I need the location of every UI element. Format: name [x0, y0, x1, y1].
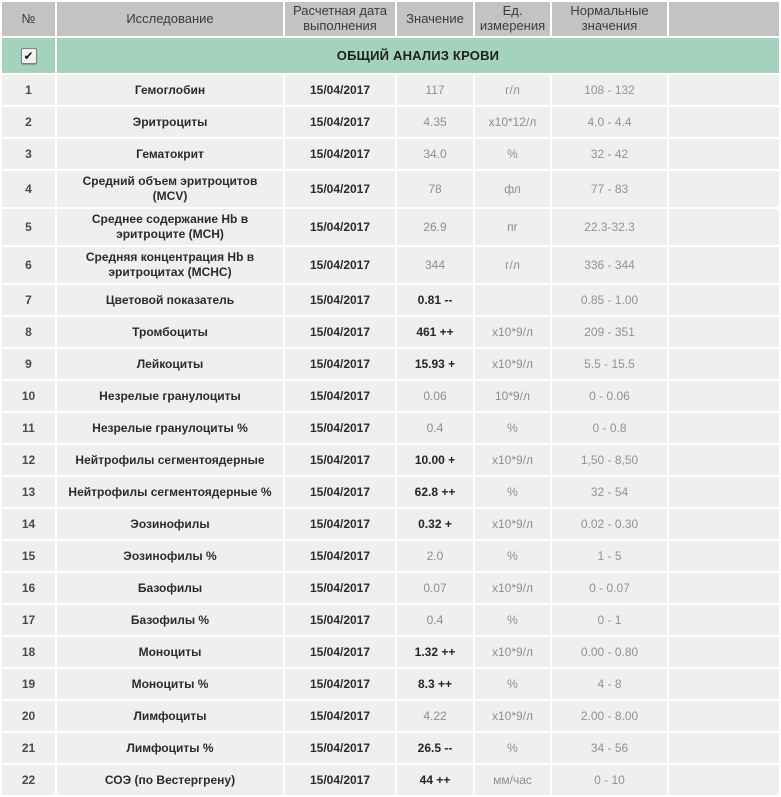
result-value: 10.00 +	[397, 445, 473, 475]
normal-range: 0.00 - 0.80	[552, 637, 667, 667]
checkmark-icon: ✔	[23, 48, 34, 63]
normal-range: 4 - 8	[552, 669, 667, 699]
row-number: 7	[2, 285, 55, 315]
table-row	[2, 285, 779, 315]
table-row	[2, 139, 779, 169]
row-number: 21	[2, 733, 55, 763]
normal-range: 0 - 0.07	[552, 573, 667, 603]
section-row-cbc	[2, 38, 779, 73]
overflow-cell	[669, 317, 779, 347]
normal-range: 5.5 - 15.5	[552, 349, 667, 379]
table-row	[2, 381, 779, 411]
row-number: 18	[2, 637, 55, 667]
result-unit: x10*12/л	[475, 107, 550, 137]
overflow-cell	[669, 139, 779, 169]
normal-range: 0 - 0.06	[552, 381, 667, 411]
test-name: Тромбоциты	[57, 317, 283, 347]
overflow-cell	[669, 733, 779, 763]
result-date: 15/04/2017	[285, 477, 395, 507]
normal-range: 34 - 56	[552, 733, 667, 763]
row-number: 12	[2, 445, 55, 475]
row-number: 20	[2, 701, 55, 731]
table-row	[2, 107, 779, 137]
row-number: 14	[2, 509, 55, 539]
row-number: 6	[2, 247, 55, 283]
header-range: Нормальные значения	[552, 2, 667, 36]
normal-range: 108 - 132	[552, 75, 667, 105]
row-number: 16	[2, 573, 55, 603]
result-unit: %	[475, 669, 550, 699]
test-name: Базофилы	[57, 573, 283, 603]
row-number: 9	[2, 349, 55, 379]
result-date: 15/04/2017	[285, 701, 395, 731]
test-name: Гемоглобин	[57, 75, 283, 105]
result-unit: пг	[475, 209, 550, 245]
row-number: 19	[2, 669, 55, 699]
test-name: Эритроциты	[57, 107, 283, 137]
table-row	[2, 209, 779, 245]
result-date: 15/04/2017	[285, 139, 395, 169]
result-date: 15/04/2017	[285, 75, 395, 105]
test-name: Гематокрит	[57, 139, 283, 169]
normal-range: 32 - 54	[552, 477, 667, 507]
result-date: 15/04/2017	[285, 107, 395, 137]
section-checkbox[interactable]	[21, 48, 37, 64]
overflow-cell	[669, 209, 779, 245]
result-value: 4.35	[397, 107, 473, 137]
result-unit: %	[475, 477, 550, 507]
result-value: 0.81 --	[397, 285, 473, 315]
test-name: Моноциты	[57, 637, 283, 667]
normal-range: 77 - 83	[552, 171, 667, 207]
table-row	[2, 701, 779, 731]
row-number: 10	[2, 381, 55, 411]
test-name: Лейкоциты	[57, 349, 283, 379]
result-date: 15/04/2017	[285, 445, 395, 475]
test-name: Цветовой показатель	[57, 285, 283, 315]
result-unit: x10*9/л	[475, 573, 550, 603]
result-unit: %	[475, 605, 550, 635]
overflow-cell	[669, 413, 779, 443]
result-unit: %	[475, 413, 550, 443]
result-value: 78	[397, 171, 473, 207]
normal-range: 1,50 - 8,50	[552, 445, 667, 475]
result-unit: г/л	[475, 247, 550, 283]
test-name: Незрелые гранулоциты	[57, 381, 283, 411]
table-row	[2, 75, 779, 105]
result-date: 15/04/2017	[285, 349, 395, 379]
table-row	[2, 765, 779, 795]
table-row	[2, 669, 779, 699]
row-number: 1	[2, 75, 55, 105]
overflow-cell	[669, 445, 779, 475]
result-unit: x10*9/л	[475, 637, 550, 667]
header-unit: Ед. измерения	[475, 2, 550, 36]
overflow-cell	[669, 107, 779, 137]
result-value: 62.8 ++	[397, 477, 473, 507]
result-value: 0.4	[397, 605, 473, 635]
test-name: Незрелые гранулоциты %	[57, 413, 283, 443]
result-value: 26.9	[397, 209, 473, 245]
result-unit: x10*9/л	[475, 701, 550, 731]
header-value: Значение	[397, 2, 473, 36]
result-unit: %	[475, 541, 550, 571]
table-header-row	[2, 2, 779, 36]
normal-range: 209 - 351	[552, 317, 667, 347]
overflow-cell	[669, 285, 779, 315]
result-unit: x10*9/л	[475, 445, 550, 475]
result-date: 15/04/2017	[285, 509, 395, 539]
table-row	[2, 637, 779, 667]
result-unit: мм/час	[475, 765, 550, 795]
result-unit: x10*9/л	[475, 317, 550, 347]
table-row	[2, 413, 779, 443]
result-value: 34.0	[397, 139, 473, 169]
result-unit	[475, 285, 550, 315]
test-name: Эозинофилы	[57, 509, 283, 539]
result-date: 15/04/2017	[285, 669, 395, 699]
overflow-cell	[669, 349, 779, 379]
table-row	[2, 445, 779, 475]
result-unit: x10*9/л	[475, 509, 550, 539]
result-date: 15/04/2017	[285, 381, 395, 411]
overflow-cell	[669, 541, 779, 571]
result-value: 0.4	[397, 413, 473, 443]
test-name: Нейтрофилы сегментоядерные %	[57, 477, 283, 507]
row-number: 2	[2, 107, 55, 137]
test-name: СОЭ (по Вестергрену)	[57, 765, 283, 795]
table-row	[2, 247, 779, 283]
test-name: Моноциты %	[57, 669, 283, 699]
row-number: 13	[2, 477, 55, 507]
result-date: 15/04/2017	[285, 605, 395, 635]
result-unit: 10*9/л	[475, 381, 550, 411]
table-row	[2, 349, 779, 379]
result-date: 15/04/2017	[285, 765, 395, 795]
result-date: 15/04/2017	[285, 317, 395, 347]
overflow-cell	[669, 605, 779, 635]
result-date: 15/04/2017	[285, 247, 395, 283]
test-name: Нейтрофилы сегментоядерные	[57, 445, 283, 475]
result-date: 15/04/2017	[285, 733, 395, 763]
result-value: 2.0	[397, 541, 473, 571]
table-row	[2, 317, 779, 347]
section-checkbox-cell	[2, 38, 55, 73]
table-row	[2, 605, 779, 635]
result-unit: %	[475, 733, 550, 763]
test-name: Базофилы %	[57, 605, 283, 635]
overflow-cell	[669, 381, 779, 411]
result-value: 344	[397, 247, 473, 283]
header-test: Исследование	[57, 2, 283, 36]
result-unit: г/л	[475, 75, 550, 105]
overflow-cell	[669, 477, 779, 507]
row-number: 3	[2, 139, 55, 169]
result-value: 15.93 +	[397, 349, 473, 379]
result-date: 15/04/2017	[285, 541, 395, 571]
overflow-cell	[669, 171, 779, 207]
test-name: Эозинофилы %	[57, 541, 283, 571]
normal-range: 0.85 - 1.00	[552, 285, 667, 315]
row-number: 5	[2, 209, 55, 245]
result-unit: x10*9/л	[475, 349, 550, 379]
table-row	[2, 477, 779, 507]
result-value: 0.06	[397, 381, 473, 411]
result-date: 15/04/2017	[285, 573, 395, 603]
normal-range: 0 - 1	[552, 605, 667, 635]
overflow-cell	[669, 765, 779, 795]
result-value: 26.5 --	[397, 733, 473, 763]
normal-range: 4.0 - 4.4	[552, 107, 667, 137]
result-unit: фл	[475, 171, 550, 207]
row-number: 4	[2, 171, 55, 207]
result-value: 461 ++	[397, 317, 473, 347]
result-unit: %	[475, 139, 550, 169]
normal-range: 336 - 344	[552, 247, 667, 283]
result-date: 15/04/2017	[285, 413, 395, 443]
overflow-cell	[669, 701, 779, 731]
test-name: Средняя концентрация Hb в эритроцитах (MCHC)	[57, 247, 283, 283]
header-overflow	[669, 2, 779, 36]
header-num: №	[2, 2, 55, 36]
table-row	[2, 171, 779, 207]
result-date: 15/04/2017	[285, 171, 395, 207]
test-name: Лимфоциты %	[57, 733, 283, 763]
row-number: 17	[2, 605, 55, 635]
overflow-cell	[669, 247, 779, 283]
header-date: Расчетная дата выполнения	[285, 2, 395, 36]
table-row	[2, 733, 779, 763]
overflow-cell	[669, 669, 779, 699]
test-name: Средний объем эритроцитов (MCV)	[57, 171, 283, 207]
result-value: 8.3 ++	[397, 669, 473, 699]
normal-range: 1 - 5	[552, 541, 667, 571]
result-value: 0.07	[397, 573, 473, 603]
result-value: 1.32 ++	[397, 637, 473, 667]
table-row	[2, 509, 779, 539]
table-row	[2, 541, 779, 571]
result-date: 15/04/2017	[285, 637, 395, 667]
result-value: 117	[397, 75, 473, 105]
normal-range: 0 - 10	[552, 765, 667, 795]
normal-range: 0.02 - 0.30	[552, 509, 667, 539]
row-number: 22	[2, 765, 55, 795]
normal-range: 32 - 42	[552, 139, 667, 169]
row-number: 8	[2, 317, 55, 347]
overflow-cell	[669, 573, 779, 603]
overflow-cell	[669, 637, 779, 667]
normal-range: 0 - 0.8	[552, 413, 667, 443]
row-number: 15	[2, 541, 55, 571]
result-value: 4.22	[397, 701, 473, 731]
overflow-cell	[669, 75, 779, 105]
section-title: ОБЩИЙ АНАЛИЗ КРОВИ	[57, 38, 779, 73]
test-name: Лимфоциты	[57, 701, 283, 731]
overflow-cell	[669, 509, 779, 539]
normal-range: 22.3-32.3	[552, 209, 667, 245]
row-number: 11	[2, 413, 55, 443]
test-name: Среднее содержание Hb в эритроците (MCH)	[57, 209, 283, 245]
result-date: 15/04/2017	[285, 285, 395, 315]
normal-range: 2.00 - 8.00	[552, 701, 667, 731]
result-value: 0.32 +	[397, 509, 473, 539]
result-date: 15/04/2017	[285, 209, 395, 245]
result-value: 44 ++	[397, 765, 473, 795]
table-row	[2, 573, 779, 603]
